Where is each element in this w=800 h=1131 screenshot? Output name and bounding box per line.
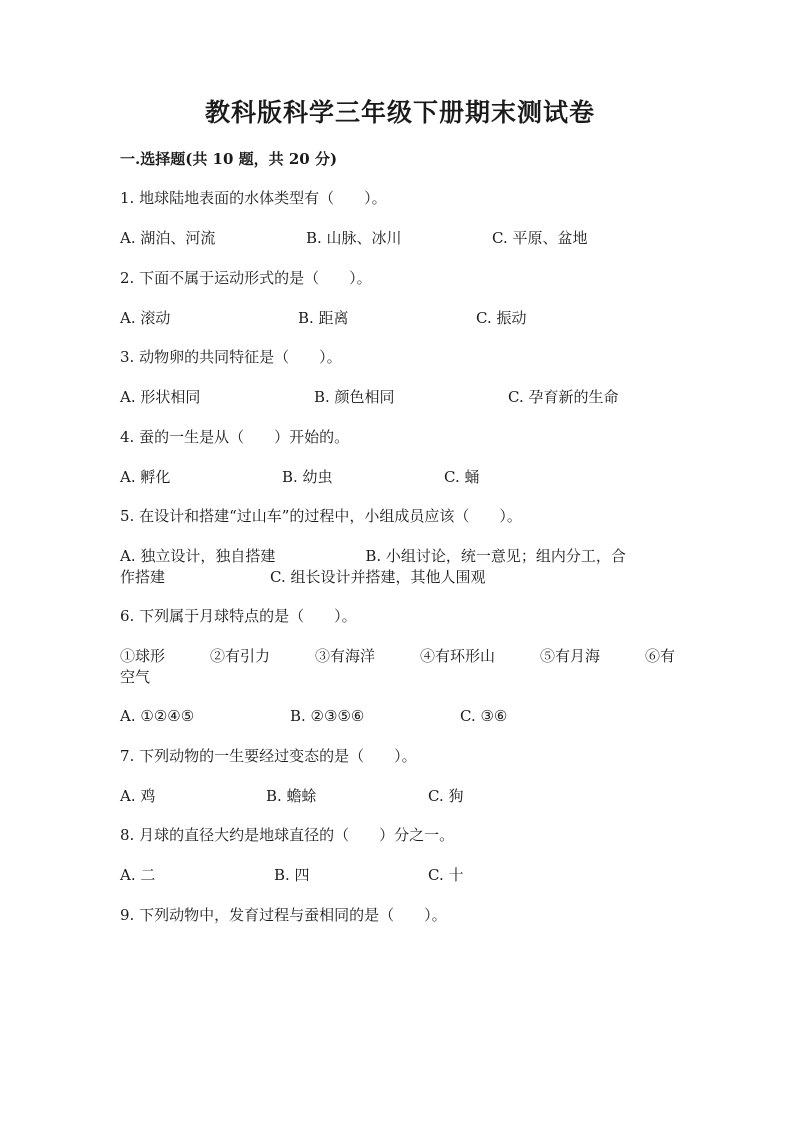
question-5-options-line-2: 作搭建 C. 组长设计并搭建，其他人围观 [120,568,486,586]
question-3-stem: 3. 动物卵的共同特征是（ ）。 [120,348,342,366]
q4-option-c: C. 蛹 [444,468,480,486]
question-7-stem: 7. 下列动物的一生要经过变态的是（ ）。 [120,747,417,765]
question-5-stem: 5. 在设计和搭建“过山车”的过程中，小组成员应该（ ）。 [120,507,522,525]
q7-option-a: A. 鸡 [120,787,156,805]
q4-option-a: A. 孵化 [120,468,171,486]
question-6-options [0,706,800,726]
question-4-options [0,467,800,487]
q1-option-a: A. 湖泊、河流 [120,229,216,247]
q6-option-b: B. ②③⑤⑥ [290,707,365,725]
question-1-stem: 1. 地球陆地表面的水体类型有（ ）。 [120,189,387,207]
question-9-stem: 9. 下列动物中，发育过程与蚕相同的是（ ）。 [120,906,447,924]
q3-option-b: B. 颜色相同 [314,388,395,406]
q2-option-b: B. 距离 [298,309,349,327]
question-3-options [0,387,800,407]
question-6-items-line-2: 空气 [120,668,151,686]
question-7-options [0,786,800,806]
q7-option-c: C. 狗 [428,787,464,805]
q1-option-c: C. 平原、盆地 [492,229,588,247]
q8-option-b: B. 四 [274,866,310,884]
page-title: 教科版科学三年级下册期末测试卷 [204,98,595,127]
q2-option-c: C. 振动 [476,309,527,327]
q2-option-a: A. 滚动 [120,309,171,327]
q6-option-a: A. ①②④⑤ [120,707,195,725]
question-2-options [0,308,800,328]
question-5-options-line-1: A. 独立设计，独自搭建 B. 小组讨论，统一意见；组内分工，合 [120,547,626,565]
question-2-stem: 2. 下面不属于运动形式的是（ ）。 [120,269,372,287]
question-8-options [0,865,800,885]
q6-option-c: C. ③⑥ [460,707,508,725]
q8-option-c: C. 十 [428,866,464,884]
question-6-items-line-1: ①球形 ②有引力 ③有海洋 ④有环形山 ⑤有月海 ⑥有 [120,647,676,665]
q3-option-a: A. 形状相同 [120,388,201,406]
section-heading: 一.选择题(共 10 题，共 20 分) [120,150,338,168]
question-4-stem: 4. 蚕的一生是从（ ）开始的。 [120,428,350,446]
q3-option-c: C. 孕育新的生命 [508,388,619,406]
q1-option-b: B. 山脉、冰川 [306,229,402,247]
question-8-stem: 8. 月球的直径大约是地球直径的（ ）分之一。 [120,826,455,844]
q8-option-a: A. 二 [120,866,156,884]
question-6-stem: 6. 下列属于月球特点的是（ ）。 [120,607,357,625]
question-1-options [0,228,800,248]
q7-option-b: B. 蟾蜍 [266,787,317,805]
q4-option-b: B. 幼虫 [282,468,333,486]
